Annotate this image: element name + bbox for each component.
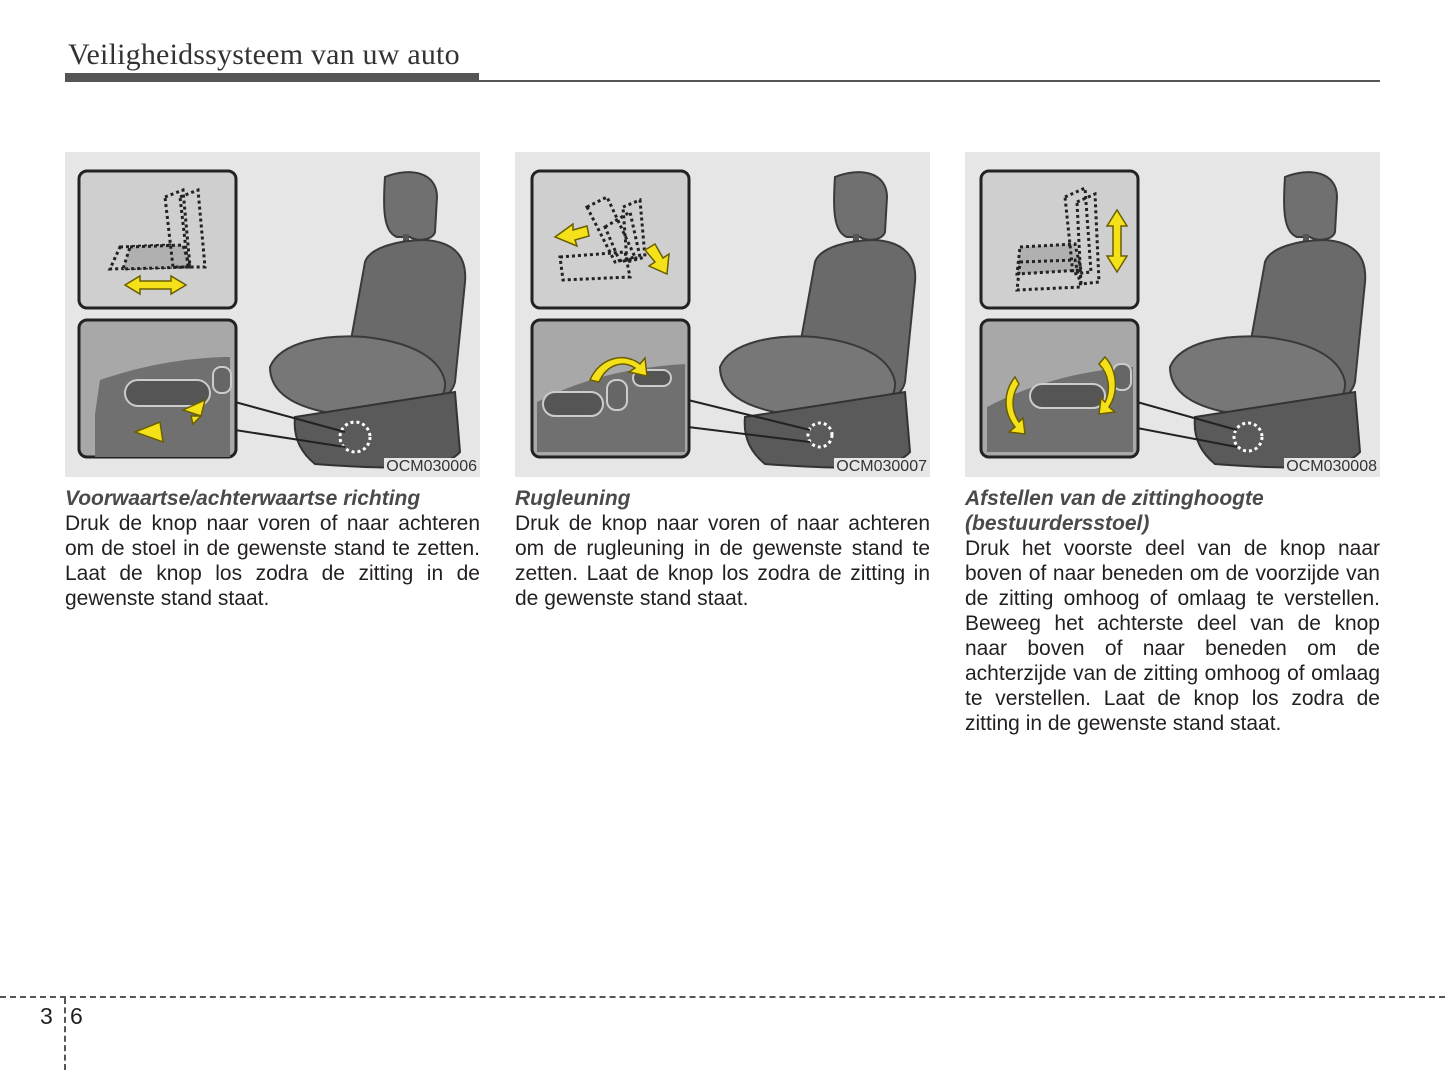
section-backrest — [515, 152, 930, 611]
section-heading — [965, 486, 1380, 536]
seat-height-diagram — [981, 171, 1138, 308]
footer-rule — [0, 996, 1445, 998]
seat-illustration-backrest — [515, 152, 930, 477]
header-rule-thick — [65, 73, 479, 82]
header-rule-thin — [479, 80, 1380, 82]
section-forward-backward — [65, 152, 480, 611]
figure-code: OCM030008 — [1286, 458, 1377, 475]
backrest-recline-diagram — [532, 171, 689, 308]
seat-illustration-height — [965, 152, 1380, 477]
page-header-title: Veiligheidssysteem van uw auto — [68, 38, 460, 71]
section-heading: Voorwaartse/achterwaartse richting — [65, 487, 421, 510]
seat-icon — [720, 172, 915, 467]
page-number: 6 — [70, 1003, 83, 1029]
seat-illustration-forward-backward — [65, 152, 480, 477]
figure-seat-height — [965, 152, 1380, 477]
figure-code: OCM030007 — [836, 458, 927, 475]
footer-divider — [64, 998, 66, 1070]
section-heading-line1: Afstellen van de zittinghoogte — [965, 487, 1264, 510]
seat-icon — [1170, 172, 1365, 467]
section-seat-height — [965, 152, 1380, 736]
section-heading-line2: (bestuurdersstoel) — [965, 512, 1150, 535]
figure-seat-forward-backward — [65, 152, 480, 477]
seat-icon — [270, 172, 465, 467]
section-body: Druk de knop naar voren of naar achteren om de rugleuning in de gewenste stand te zetten. Laat de knop los zodra de zitting in de gewenste stand staat. — [515, 512, 930, 610]
figure-code: OCM030006 — [386, 458, 477, 475]
section-body: Druk het voorste deel van de knop naar boven of naar beneden om de voorzijde van de zitting omhoog of omlaag te verstellen. Beweeg het achterste deel van de knop naar boven of naar beneden om de achterzijde van de zitting omhoog of omlaag te verstellen. Laat de knop los zodra de zitting in de gewenste stand staat. — [965, 537, 1380, 735]
section-heading: Rugleuning — [515, 487, 631, 510]
chapter-number: 3 — [40, 1003, 53, 1029]
seat-position-diagram — [79, 171, 236, 308]
section-body: Druk de knop naar voren of naar achteren om de stoel in de gewenste stand te zetten. Laat de knop los zodra de zitting in de gewenste stand staat. — [65, 512, 480, 610]
figure-seat-backrest — [515, 152, 930, 477]
